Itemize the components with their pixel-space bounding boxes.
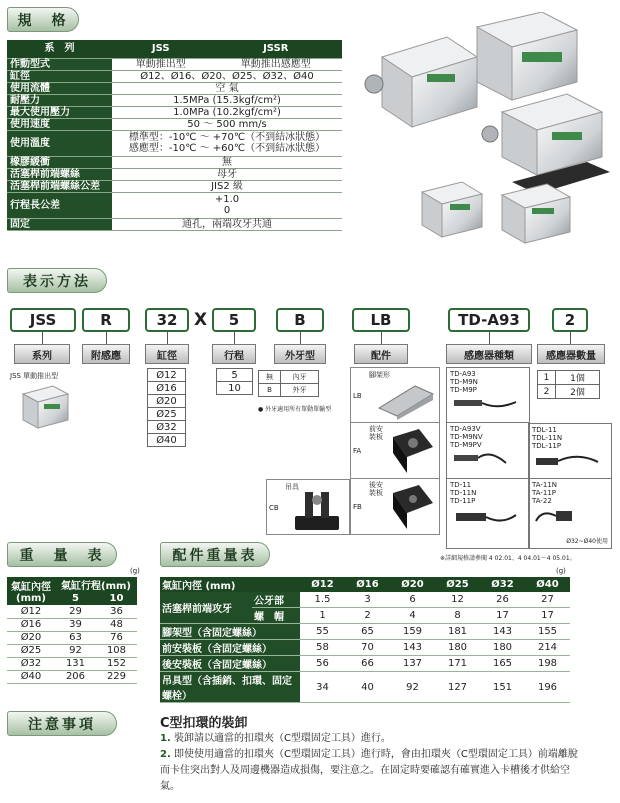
acc-value: 6 — [390, 592, 435, 608]
acc-value: 8 — [435, 608, 480, 624]
weight-bore: Ø16 — [7, 618, 55, 631]
notes-item-num: 2. — [160, 749, 171, 760]
thread-code: B — [259, 384, 281, 397]
sensor-model: TD-M9NV — [450, 433, 483, 441]
acc-value: 2 — [345, 608, 390, 624]
label-bore: 缸徑 — [145, 344, 189, 364]
acc-value: 180 — [480, 640, 525, 656]
spec-header-series: 系 列 — [7, 40, 112, 58]
acc-row-label: 吊具型（含插銷、扣環、固定螺栓） — [160, 672, 300, 703]
weight-bore: Ø20 — [7, 631, 55, 644]
sensor-group-4 — [528, 423, 612, 479]
spec-value: 1.0MPa (10.2kgf/cm²) — [112, 106, 342, 118]
section-title-notation: 表示方法 — [7, 268, 107, 293]
spec-label: 使用速度 — [7, 118, 112, 130]
sensor-group-5 — [528, 479, 612, 549]
sensor-model: TDL-11 — [532, 426, 557, 434]
bore-option: Ø40 — [148, 434, 186, 447]
weight-stroke-col: 10 — [96, 592, 137, 605]
label-accessory: 配件 — [354, 344, 408, 364]
label-stroke: 行程 — [212, 344, 256, 364]
sensor-image — [450, 505, 520, 531]
section-title-spec: 規 格 — [7, 7, 79, 32]
weight-value: 39 — [55, 618, 96, 631]
acc-piston-label: 活塞桿前端攻牙 — [160, 592, 252, 624]
sensor-model: TA-11P — [532, 489, 557, 497]
reference-note: ※詳細規格請參閱 4 02.01、4 04.01～4 05.01。 — [440, 555, 576, 562]
weight-bore: Ø40 — [7, 670, 55, 683]
accessory-lb — [350, 367, 440, 423]
acc-bore-col: Ø16 — [345, 577, 390, 592]
acc-value: 180 — [435, 640, 480, 656]
acc-value: 4 — [390, 608, 435, 624]
bore-list — [147, 368, 186, 447]
acc-value: 65 — [345, 624, 390, 640]
spec-value: 母牙 — [112, 168, 342, 180]
bore-option: Ø20 — [148, 395, 186, 408]
accessory-fa-desc: 前安裝板 — [369, 425, 383, 441]
weight-value: 152 — [96, 657, 137, 670]
sensor-qty-table — [537, 370, 600, 399]
spec-label: 耐壓力 — [7, 94, 112, 106]
code-sensor-type-box: TD-A93 — [448, 308, 530, 332]
acc-value: 1 — [300, 608, 345, 624]
spec-label: 使用溫度 — [7, 130, 112, 156]
weight-bore-unit: (mm) — [16, 593, 46, 604]
acc-value: 181 — [435, 624, 480, 640]
sensor-group-2 — [446, 423, 530, 479]
acc-value: 196 — [525, 672, 570, 703]
qty-code: 2 — [538, 385, 556, 399]
sensor-model: TD-M9N — [450, 378, 478, 386]
spec-value: 標準型：-10℃ ～ +70℃（不到結冰狀態） — [128, 132, 326, 143]
sensor-group-1 — [446, 367, 530, 423]
spec-value: 0 — [223, 205, 231, 216]
series-description: JSS 單動推出型 — [10, 372, 59, 380]
spec-value: 單動推出感應型 — [210, 58, 342, 70]
label-sensor-qty: 感應器數量 — [537, 344, 605, 364]
section-title-notes: 注意事項 — [7, 711, 117, 736]
accessory-cb-desc: 吊具 — [285, 483, 299, 491]
acc-nut-label: 螺 帽 — [252, 608, 300, 624]
accessory-lb-desc: 腳架形 — [369, 371, 390, 379]
cylinder-image-3 — [482, 94, 610, 194]
bore-option: Ø32 — [148, 421, 186, 434]
code-sensor-flag-box: R — [82, 308, 130, 332]
accessory-fb — [350, 479, 440, 535]
sensor-model: TD-A93 — [450, 370, 476, 378]
spec-value: 通孔，兩端攻牙共通 — [112, 218, 342, 230]
acc-value: 92 — [390, 672, 435, 703]
acc-male-label: 公牙部 — [252, 592, 300, 608]
front-flange-image — [387, 427, 437, 475]
weight-value: 29 — [55, 605, 96, 618]
cylinder-image-1 — [365, 37, 477, 127]
weight-bore: Ø25 — [7, 644, 55, 657]
accessory-cb — [266, 479, 350, 535]
sensor-model: TD-11 — [450, 481, 472, 489]
label-sensor-flag: 附感應 — [82, 344, 130, 364]
stroke-option: 5 — [217, 369, 253, 382]
sensor-image — [532, 450, 602, 470]
weight-value: 36 — [96, 605, 137, 618]
weight-value: 206 — [55, 670, 96, 683]
weight-bore: Ø12 — [7, 605, 55, 618]
weight-table — [7, 577, 137, 684]
cylinder-image-5 — [502, 184, 570, 243]
spec-value: Ø12、Ø16、Ø20、Ø25、Ø32、Ø40 — [112, 70, 342, 82]
weight-unit: (g) — [130, 567, 140, 575]
acc-row-label: 前安裝板（含固定螺絲） — [160, 640, 300, 656]
acc-bore-col: Ø40 — [525, 577, 570, 592]
acc-value: 143 — [390, 640, 435, 656]
qty-code: 1 — [538, 371, 556, 385]
spec-value: 50 ～ 500 mm/s — [112, 118, 342, 130]
notes-item-1 — [160, 731, 580, 747]
acc-bore-header: 氣缸內徑 (mm) — [160, 577, 300, 592]
weight-value: 131 — [55, 657, 96, 670]
bore-option: Ø25 — [148, 408, 186, 421]
code-thread-box: B — [276, 308, 324, 332]
acc-value: 56 — [300, 656, 345, 672]
thread-type: 外牙 — [281, 384, 319, 397]
spec-label: 使用流體 — [7, 82, 112, 94]
weight-value: 108 — [96, 644, 137, 657]
qty-desc: 1個 — [556, 371, 600, 385]
label-thread: 外牙型 — [274, 344, 326, 364]
acc-value: 171 — [435, 656, 480, 672]
thread-table — [258, 370, 319, 397]
code-accessory-box: LB — [352, 308, 410, 332]
acc-bore-col: Ø20 — [390, 577, 435, 592]
acc-value: 70 — [345, 640, 390, 656]
accessory-fb-desc: 後安裝板 — [369, 481, 383, 497]
acc-value: 40 — [345, 672, 390, 703]
spec-value: 無 — [112, 156, 342, 168]
thread-code: 無 — [259, 371, 281, 384]
section-title-acc-weight: 配件重量表 — [160, 542, 270, 567]
acc-value: 26 — [480, 592, 525, 608]
spec-label: 活塞桿前端螺絲公差 — [7, 180, 112, 192]
bore-option: Ø16 — [148, 382, 186, 395]
sensor-image — [450, 449, 520, 469]
weight-stroke-col: 5 — [55, 592, 96, 605]
acc-value: 58 — [300, 640, 345, 656]
foot-bracket-image — [375, 380, 437, 420]
notes-item-text: 裝卸請以適當的扣環夾（C型環固定工具）進行。 — [173, 733, 391, 744]
label-sensor-type: 感應器種類 — [446, 344, 532, 364]
code-x-separator: X — [194, 310, 208, 330]
acc-value: 66 — [345, 656, 390, 672]
stroke-list — [216, 368, 253, 395]
acc-weight-table — [160, 577, 570, 703]
acc-bore-col: Ø12 — [300, 577, 345, 592]
thread-note: ● 外牙適用所有單動單輸型 — [258, 406, 332, 413]
notes-item-2 — [160, 747, 580, 795]
acc-value: 27 — [525, 592, 570, 608]
acc-weight-unit: (g) — [556, 567, 566, 575]
acc-value: 17 — [480, 608, 525, 624]
weight-value: 229 — [96, 670, 137, 683]
sensor-note: Ø32~Ø40使用 — [566, 538, 608, 545]
sensor-group-3 — [446, 479, 530, 549]
acc-value: 151 — [480, 672, 525, 703]
weight-bore-header: 氣缸內徑 — [11, 582, 51, 593]
spec-label: 作動型式 — [7, 58, 112, 70]
notes-title: C型扣環的裝卸 — [160, 716, 248, 731]
sensor-model: TD-11N — [450, 489, 477, 497]
spec-label: 固定 — [7, 218, 112, 230]
thread-type: 內牙 — [281, 371, 319, 384]
accessory-lb-code: LB — [353, 392, 362, 400]
label-series: 系列 — [14, 344, 70, 364]
spec-label: 活塞桿前端螺絲 — [7, 168, 112, 180]
sensor-model: TD-M9PV — [450, 441, 482, 449]
sensor-image — [450, 394, 520, 414]
acc-value: 127 — [435, 672, 480, 703]
weight-value: 92 — [55, 644, 96, 657]
sensor-model: TDL-11N — [532, 434, 563, 442]
sensor-model: TD-11P — [450, 497, 476, 505]
notes-item-text: 即使使用適當的扣環夾（C型環固定工具）進行時，會由扣環夾（C型環固定工具）前端離脫而卡住突出對人及周邊機器造成損傷，要注意之。在固定時要確認有確實進入卡槽後才供給空氣。 — [160, 749, 578, 792]
acc-value: 214 — [525, 640, 570, 656]
spec-value: 單動推出型 — [112, 58, 210, 70]
accessory-fa — [350, 423, 440, 479]
qty-desc: 2個 — [556, 385, 600, 399]
cylinder-image-4 — [422, 182, 482, 237]
code-stroke-box: 5 — [212, 308, 256, 332]
spec-value: JIS2 級 — [112, 180, 342, 192]
series-cylinder-image — [18, 382, 76, 430]
acc-value: 12 — [435, 592, 480, 608]
acc-value: 143 — [480, 624, 525, 640]
sensor-image — [532, 505, 602, 527]
acc-bore-col: Ø32 — [480, 577, 525, 592]
weight-stroke-header: 氣缸行程(mm) — [55, 577, 137, 592]
sensor-model: TD-A93V — [450, 425, 481, 433]
sensor-model: TA-22 — [532, 497, 552, 505]
spec-table — [7, 40, 342, 231]
acc-value: 34 — [300, 672, 345, 703]
acc-bore-col: Ø25 — [435, 577, 480, 592]
acc-row-label: 腳架型（含固定螺絲） — [160, 624, 300, 640]
acc-value: 3 — [345, 592, 390, 608]
spec-value: 空 氣 — [112, 82, 342, 94]
cylinder-image-2 — [477, 12, 577, 100]
spec-label: 最大使用壓力 — [7, 106, 112, 118]
sensor-model: TDL-11P — [532, 442, 562, 450]
spec-label: 行程長公差 — [7, 192, 112, 218]
rear-flange-image — [387, 483, 437, 531]
stroke-option: 10 — [217, 382, 253, 395]
bore-option: Ø12 — [148, 369, 186, 382]
acc-value: 55 — [300, 624, 345, 640]
weight-bore: Ø32 — [7, 657, 55, 670]
notes-item-num: 1. — [160, 733, 171, 744]
spec-value: +1.0 — [214, 194, 240, 205]
clevis-image — [287, 486, 347, 534]
acc-row-label: 後安裝板（含固定螺絲） — [160, 656, 300, 672]
acc-value: 17 — [525, 608, 570, 624]
product-photos — [352, 12, 617, 247]
accessory-fa-code: FA — [353, 447, 362, 455]
section-title-weight: 重 量 表 — [7, 542, 117, 567]
acc-value: 137 — [390, 656, 435, 672]
sensor-model: TA-11N — [532, 481, 558, 489]
spec-label: 缸徑 — [7, 70, 112, 82]
acc-value: 198 — [525, 656, 570, 672]
weight-value: 63 — [55, 631, 96, 644]
weight-value: 48 — [96, 618, 137, 631]
spec-header-jss: JSS — [112, 40, 210, 58]
accessory-cb-code: CB — [269, 504, 279, 512]
acc-value: 155 — [525, 624, 570, 640]
weight-value: 76 — [96, 631, 137, 644]
code-sensor-qty-box: 2 — [552, 308, 588, 332]
acc-value: 159 — [390, 624, 435, 640]
sensor-model: TD-M9P — [450, 386, 477, 394]
code-bore-box: 32 — [145, 308, 189, 332]
accessory-fb-code: FB — [353, 503, 362, 511]
spec-label: 橡膠緩衝 — [7, 156, 112, 168]
spec-header-jssr: JSSR — [210, 40, 342, 58]
acc-value: 1.5 — [300, 592, 345, 608]
acc-value: 165 — [480, 656, 525, 672]
spec-value: 感應型：-10℃ ～ +60℃（不到結冰狀態） — [128, 143, 326, 154]
code-series-box: JSS — [10, 308, 76, 332]
spec-value: 1.5MPa (15.3kgf/cm²) — [112, 94, 342, 106]
